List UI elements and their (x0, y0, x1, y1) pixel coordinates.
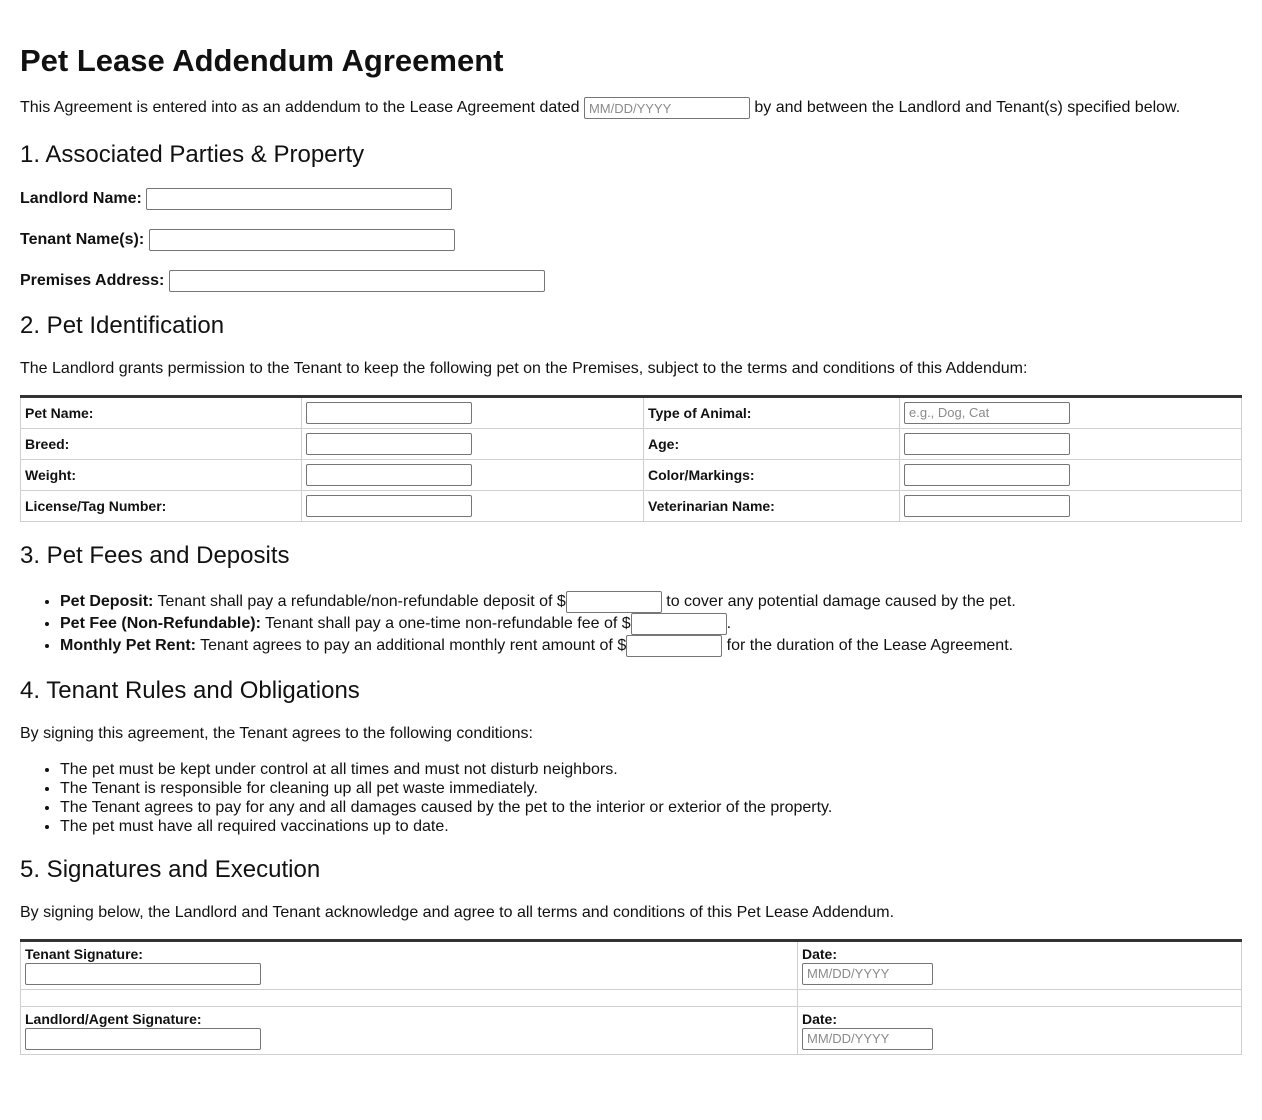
tenant-name-row (20, 229, 1242, 251)
landlord-signature-input[interactable] (25, 1028, 261, 1050)
spacer-cell (798, 989, 1242, 1006)
table-row (21, 940, 1242, 989)
veterinarian-name-cell (900, 490, 1242, 521)
pet-fee-label: Pet Fee (Non-Refundable): (60, 615, 261, 633)
breed-cell (302, 428, 644, 459)
section-5-intro: By signing below, the Landlord and Tenant acknowledge and agree to all terms and conditions of this Pet Lease Addendum. (20, 903, 895, 921)
intro-paragraph (20, 97, 1242, 119)
landlord-date-label: Date: (802, 1010, 838, 1027)
landlord-name-label: Landlord Name: (20, 190, 142, 208)
list-item: • The pet must have all required vaccinations up to date. (60, 817, 1242, 836)
tenant-signature-label: Tenant Signature: (25, 945, 143, 962)
intro-text-after: by and between the Landlord and Tenant(s) specified below. (754, 99, 1181, 117)
pet-deposit-input[interactable] (566, 591, 662, 613)
pet-fee-input[interactable] (631, 613, 727, 635)
section-5-title: 5. Signatures and Execution (20, 856, 321, 884)
landlord-name-row (20, 188, 1242, 210)
tenant-name-input[interactable] (149, 229, 455, 251)
monthly-pet-rent-label: Monthly Pet Rent: (60, 637, 196, 655)
tenant-name-label: Tenant Name(s): (20, 231, 145, 249)
section-4-intro: By signing this agreement, the Tenant agrees to the following conditions: (20, 725, 533, 743)
color-markings-cell (900, 459, 1242, 490)
landlord-name-input[interactable] (146, 188, 452, 210)
veterinarian-name-input[interactable] (904, 495, 1070, 517)
fees-list (20, 591, 1242, 658)
breed-label: Breed: (21, 428, 302, 459)
tenant-signature-cell (21, 940, 798, 989)
pet-name-label: Pet Name: (21, 396, 302, 428)
premises-address-label: Premises Address: (20, 272, 165, 290)
pet-fee-text: Tenant shall pay a one-time non-refundable fee of $ (260, 615, 631, 633)
weight-input[interactable] (306, 464, 472, 486)
pet-fee-after: . (726, 615, 732, 633)
table-row (21, 459, 1242, 490)
table-row (21, 1006, 1242, 1054)
breed-input[interactable] (306, 433, 472, 455)
animal-type-cell (900, 396, 1242, 428)
section-1-title: 1. Associated Parties & Property (20, 141, 365, 169)
landlord-date-input[interactable] (802, 1028, 933, 1050)
pet-deposit-label: Pet Deposit: (60, 592, 154, 610)
pet-deposit-text: Tenant shall pay a refundable/non-refundable deposit of $ (153, 592, 566, 610)
tenant-date-cell (798, 940, 1242, 989)
section-3-title: 3. Pet Fees and Deposits (20, 541, 290, 569)
list-item (60, 591, 1242, 613)
list-item (60, 635, 1242, 657)
color-markings-label: Color/Markings: (644, 459, 900, 490)
age-cell (900, 428, 1242, 459)
pet-identification-table (20, 395, 1242, 522)
tenant-signature-input[interactable] (25, 963, 261, 985)
pet-deposit-after: to cover any potential damage caused by the pet. (661, 592, 1016, 610)
license-tag-label: License/Tag Number: (21, 490, 302, 521)
list-item: • The Tenant agrees to pay for any and all damages caused by the pet to the interior or exterior of the property. (60, 798, 1242, 817)
pet-name-input[interactable] (306, 402, 472, 424)
lease-date-input[interactable] (584, 97, 750, 119)
intro-text-before: This Agreement is entered into as an addendum to the Lease Agreement dated (20, 99, 580, 117)
animal-type-label: Type of Animal: (644, 396, 900, 428)
landlord-signature-label: Landlord/Agent Signature: (25, 1010, 202, 1027)
section-2-title: 2. Pet Identification (20, 311, 225, 339)
spacer-cell (21, 989, 798, 1006)
weight-label: Weight: (21, 459, 302, 490)
table-row (21, 396, 1242, 428)
tenant-date-input[interactable] (802, 963, 933, 985)
list-item: • The pet must be kept under control at all times and must not disturb neighbors. (60, 760, 1242, 779)
section-4-title: 4. Tenant Rules and Obligations (20, 677, 360, 705)
animal-type-input[interactable] (904, 402, 1070, 424)
list-item (60, 613, 1242, 635)
list-item: • The Tenant is responsible for cleaning up all pet waste immediately. (60, 779, 1242, 798)
landlord-date-cell (798, 1006, 1242, 1054)
table-row (21, 428, 1242, 459)
signatures-table (20, 939, 1242, 1055)
premises-address-row (20, 270, 1242, 292)
veterinarian-name-label: Veterinarian Name: (644, 490, 900, 521)
section-2-intro: The Landlord grants permission to the Tenant to keep the following pet on the Premises, subject to the terms and conditions of this Addendum: (20, 359, 1028, 377)
weight-cell (302, 459, 644, 490)
monthly-pet-rent-text: Tenant agrees to pay an additional monthly rent amount of $ (196, 637, 627, 655)
license-tag-input[interactable] (306, 495, 472, 517)
tenant-date-label: Date: (802, 945, 838, 962)
color-markings-input[interactable] (904, 464, 1070, 486)
table-row (21, 490, 1242, 521)
age-input[interactable] (904, 433, 1070, 455)
page-title: Pet Lease Addendum Agreement (20, 43, 504, 78)
landlord-signature-cell (21, 1006, 798, 1054)
rules-list (20, 760, 1242, 836)
premises-address-input[interactable] (169, 270, 545, 292)
license-tag-cell (302, 490, 644, 521)
monthly-pet-rent-after: for the duration of the Lease Agreement. (722, 637, 1014, 655)
pet-name-cell (302, 396, 644, 428)
monthly-pet-rent-input[interactable] (626, 635, 722, 657)
table-row (21, 989, 1242, 1006)
age-label: Age: (644, 428, 900, 459)
